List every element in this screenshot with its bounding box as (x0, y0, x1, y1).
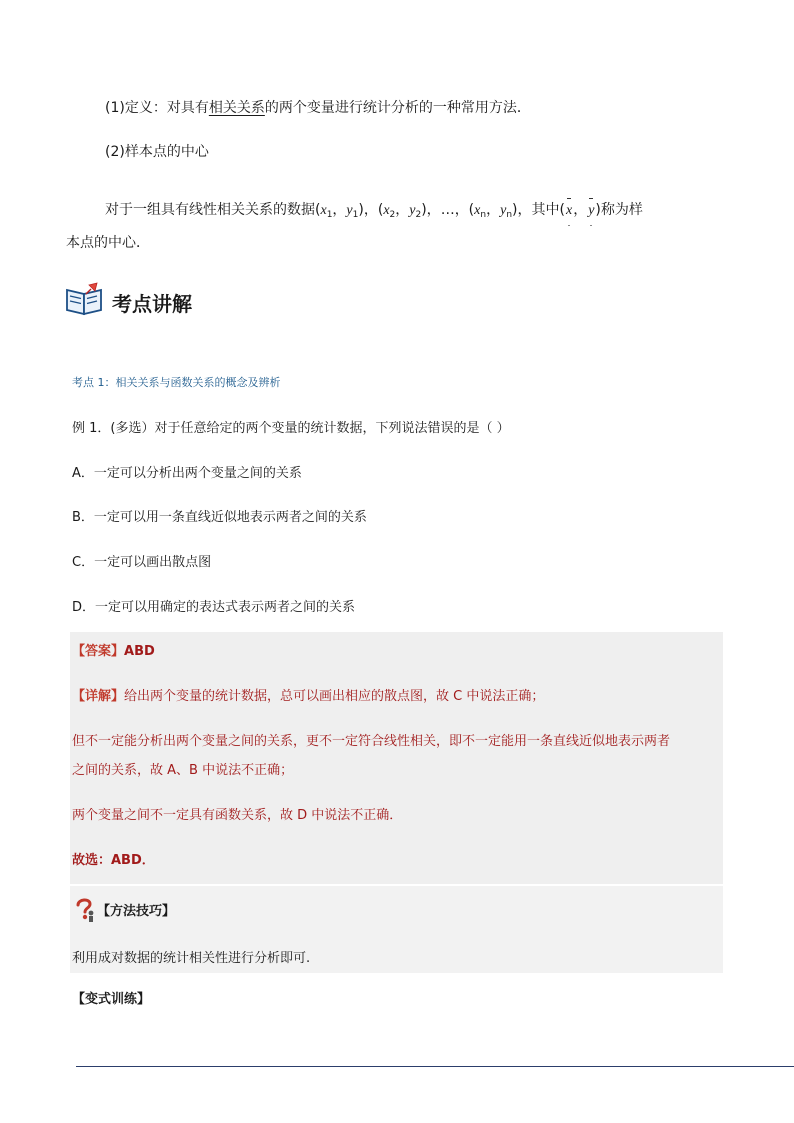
answer-block (70, 632, 723, 884)
definition-line-1: (1)定义：对具有相关关系的两个变量进行统计分析的一种常用方法． (105, 100, 531, 116)
related-term: 相关关系 (208, 100, 265, 116)
definition-line-2: (2)样本点的中心 (105, 144, 209, 160)
option-d: D．一定可以用确定的表达式表示两者之间的关系 (72, 600, 356, 615)
kaodian-title: 考点 1：相关关系与函数关系的概念及辨析 (72, 376, 281, 389)
practice-tag: 【变式训练】 (72, 992, 151, 1007)
method-text: 利用成对数据的统计相关性进行分析即可. (72, 951, 311, 966)
book-icon (64, 282, 104, 318)
definition-line-3: 对于一组具有线性相关关系的数据($x_1$，$y_1$)，($x_2$，$y_2$)，…，($x_n$，$y_n$)，其中(x，y)称为样 (105, 195, 643, 225)
method-tag: 【方法技巧】 (97, 904, 176, 919)
definition-line-4: 本点的中心． (66, 235, 150, 251)
y-bar: y (587, 195, 595, 225)
question-mark-person-icon (74, 896, 96, 922)
choice-line: 故选：ABD． (72, 853, 155, 868)
detail-line-3: 两个变量之间不一定具有函数关系，故 D 中说法不正确． (72, 808, 403, 823)
option-b: B．一定可以用一条直线近似地表示两者之间的关系 (72, 510, 367, 525)
footer-divider (76, 1066, 794, 1067)
x-bar: x (565, 195, 573, 225)
section-title: 考点讲解 (112, 292, 192, 316)
answer-line: 【答案】ABD (72, 644, 155, 659)
detail-line-2a: 但不一定能分析出两个变量之间的关系，更不一定符合线性相关，即不一定能用一条直线近似地表示两者 (72, 734, 671, 749)
example-stem: 例 1．(多选）对于任意给定的两个变量的统计数据，下列说法错误的是（ ） (72, 421, 510, 436)
option-c: C．一定可以画出散点图 (72, 555, 212, 570)
detail-line-1: 【详解】给出两个变量的统计数据，总可以画出相应的散点图，故 C 中说法正确； (72, 689, 545, 704)
option-a: A．一定可以分析出两个变量之间的关系 (72, 466, 302, 481)
detail-line-2b: 之间的关系，故 A、B 中说法不正确； (72, 763, 294, 778)
